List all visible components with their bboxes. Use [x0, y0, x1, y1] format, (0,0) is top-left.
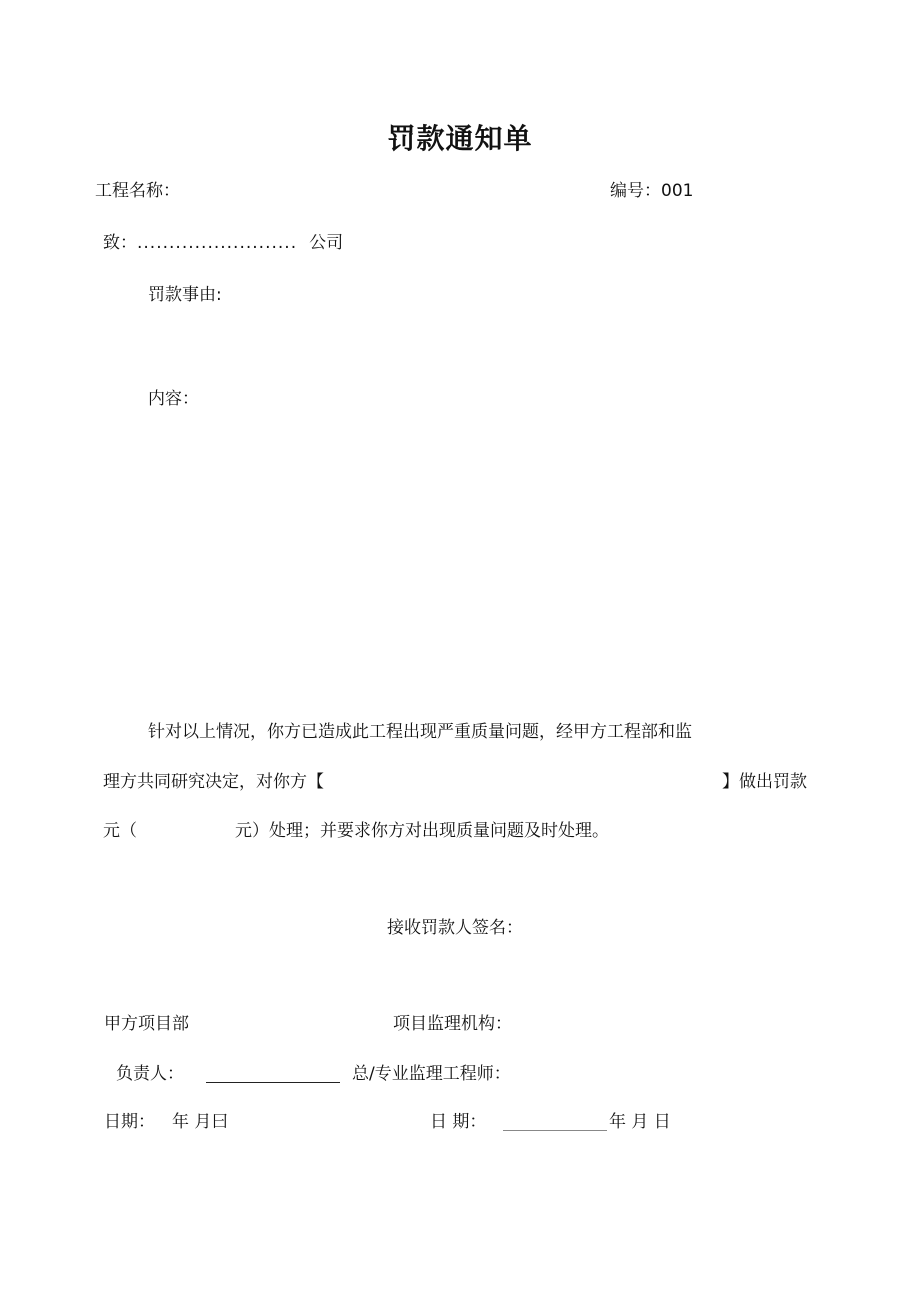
page-title: 罚款通知单	[387, 122, 533, 155]
party-a-person-line	[206, 1066, 340, 1087]
supervisor-date-line	[503, 1114, 607, 1135]
paragraph-line-1: 针对以上情况，你方已造成此工程出现严重质量问题，经甲方工程部和监	[148, 722, 692, 742]
paragraph-line-2-start: 理方共同研究决定，对你方【	[103, 772, 324, 792]
party-a-date-text: 年 月曰	[172, 1112, 229, 1132]
paragraph-line-3-start: 元（	[103, 821, 137, 841]
recipient-signature-label: 接收罚款人签名：	[387, 918, 523, 938]
paragraph-line-3-end: 元）处理；并要求你方对出现质量问题及时处理。	[235, 821, 609, 841]
to-label: 致：	[103, 233, 137, 253]
supervisor-date-text: 年 月 日	[609, 1112, 671, 1132]
party-a-dept-label: 甲方项目部	[104, 1014, 189, 1034]
to-dots: .........................	[137, 233, 298, 253]
party-a-date-label: 日期：	[104, 1112, 155, 1132]
paragraph-line-2-end: 】做出罚款	[722, 772, 807, 792]
to-company: 公司	[309, 233, 344, 253]
supervisor-engineer-label: 总/专业监理工程师：	[352, 1064, 511, 1084]
document-number: 编号：001	[610, 181, 694, 201]
content-label: 内容：	[148, 389, 199, 409]
supervisor-date-label: 日 期：	[430, 1112, 487, 1132]
project-name-label: 工程名称：	[95, 181, 180, 201]
to-line	[103, 235, 343, 252]
reason-label: 罚款事由:	[148, 285, 222, 305]
party-a-person-label: 负责人：	[116, 1064, 184, 1084]
supervisor-org-label: 项目监理机构：	[393, 1014, 512, 1034]
